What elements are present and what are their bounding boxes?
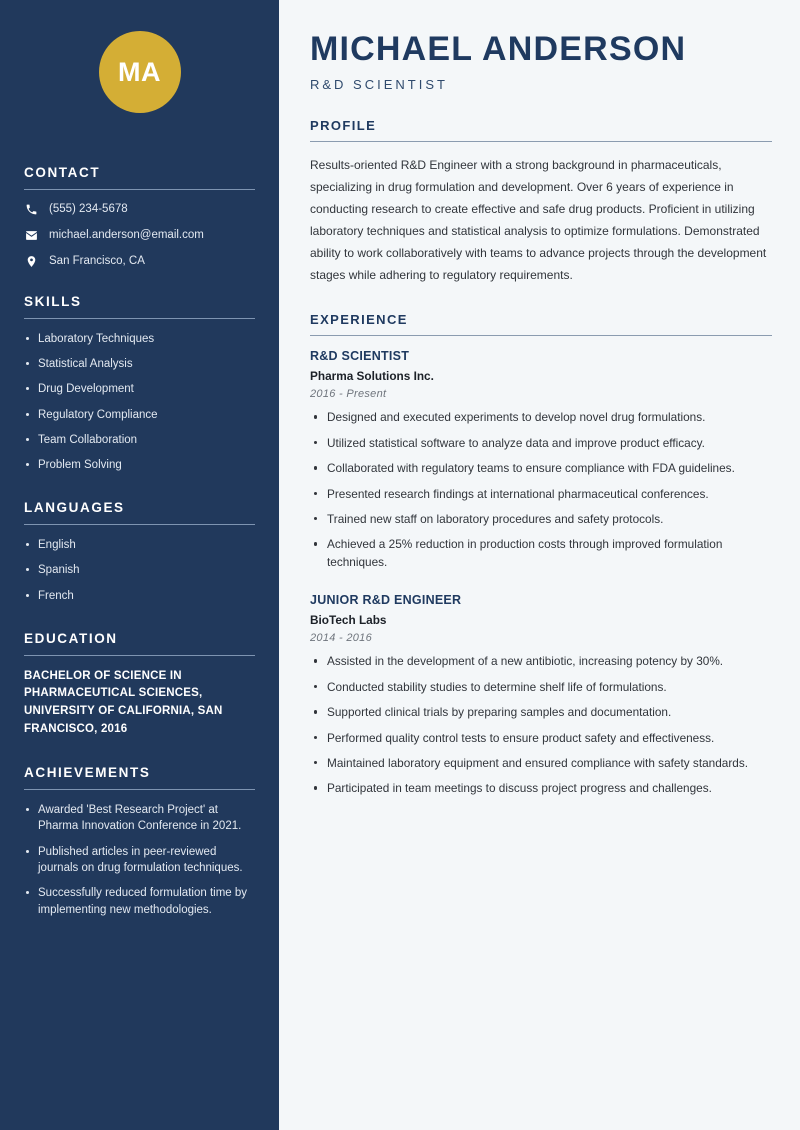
job-title: R&D SCIENTIST	[310, 349, 410, 364]
list-item: Maintained laboratory equipment and ensured compliance with safety standards.	[310, 755, 772, 773]
contact-heading: CONTACT	[24, 165, 101, 180]
list-item: Conducted stability studies to determine shelf life of formulations.	[310, 679, 772, 697]
job-bullet-list	[310, 653, 772, 798]
section-profile	[310, 118, 772, 286]
job-title: JUNIOR R&D ENGINEER	[310, 593, 462, 608]
contact-row-location[interactable]	[24, 254, 255, 268]
sidebar-section-achievements	[24, 765, 255, 919]
education-heading: EDUCATION	[24, 630, 118, 646]
profile-text: Results-oriented R&D Engineer with a strong background in pharmaceuticals, specializing in drug formulation and development. Over 6 years of experience in conducting research to create effective and safe drug products. Proficient in utilizing laboratory techniques and statistical analysis to optimize formulations. Demonstrated ability to work collaboratively with teams to advance projects through the development stages while adhering to regulatory requirements.	[310, 158, 767, 282]
sidebar	[0, 0, 279, 1130]
section-experience	[310, 312, 772, 798]
list-item: Successfully reduced formulation time by implementing new methodologies.	[24, 885, 255, 918]
contact-row-phone[interactable]	[24, 202, 255, 216]
list-item: Collaborated with regulatory teams to ensure compliance with FDA guidelines.	[310, 460, 772, 478]
contact-divider	[24, 189, 255, 190]
avatar: MA	[99, 31, 181, 113]
list-item: English	[24, 537, 255, 554]
experience-heading: EXPERIENCE	[310, 312, 408, 328]
skills-heading: SKILLS	[24, 294, 82, 309]
list-item: Achieved a 25% reduction in production costs through improved formulation techniques.	[310, 536, 772, 572]
sidebar-section-skills	[24, 294, 255, 474]
contact-location-value: San Francisco, CA	[49, 255, 145, 267]
list-item: Published articles in peer-reviewed journals on drug formulation techniques.	[24, 844, 255, 877]
list-item: French	[24, 588, 255, 605]
job-company: BioTech Labs	[310, 613, 387, 628]
education-entry: BACHELOR OF SCIENCE IN PHARMACEUTICAL SCIENCES, UNIVERSITY OF CALIFORNIA, SAN FRANCISCO, 2016	[24, 669, 223, 735]
languages-heading: LANGUAGES	[24, 499, 125, 515]
achievements-list	[24, 802, 255, 919]
sidebar-section-languages	[24, 500, 255, 605]
languages-divider	[24, 524, 255, 525]
experience-job	[310, 593, 772, 798]
sidebar-section-contact	[24, 165, 255, 268]
list-item: Designed and executed experiments to develop novel drug formulations.	[310, 409, 772, 427]
main-content	[279, 0, 800, 1130]
profile-divider	[310, 141, 772, 142]
achievements-heading: ACHIEVEMENTS	[24, 764, 151, 780]
list-item: Utilized statistical software to analyze data and improve product efficacy.	[310, 435, 772, 453]
job-company: Pharma Solutions Inc.	[310, 369, 434, 384]
list-item: Team Collaboration	[24, 432, 255, 449]
list-item: Assisted in the development of a new antibiotic, increasing potency by 30%.	[310, 653, 772, 671]
page-title: MICHAEL ANDERSON	[310, 30, 687, 68]
list-item: Presented research findings at international pharmaceutical conferences.	[310, 486, 772, 504]
languages-list	[24, 537, 255, 605]
list-item: Awarded 'Best Research Project' at Pharma Innovation Conference in 2021.	[24, 802, 255, 835]
list-item: Supported clinical trials by preparing samples and documentation.	[310, 704, 772, 722]
list-item: Trained new staff on laboratory procedures and safety protocols.	[310, 511, 772, 529]
avatar-container	[24, 0, 255, 113]
job-dates: 2014 - 2016	[310, 632, 373, 645]
experience-divider	[310, 335, 772, 336]
contact-row-email[interactable]	[24, 228, 255, 242]
list-item: Participated in team meetings to discuss project progress and challenges.	[310, 780, 772, 798]
profile-heading: PROFILE	[310, 118, 377, 134]
list-item: Spanish	[24, 562, 255, 579]
job-role-subtitle: R&D SCIENTIST	[310, 77, 448, 93]
list-item: Problem Solving	[24, 457, 255, 474]
list-item: Regulatory Compliance	[24, 407, 255, 424]
map-pin-icon	[24, 254, 38, 268]
contact-phone-value: (555) 234-5678	[49, 203, 128, 215]
list-item: Drug Development	[24, 381, 255, 398]
job-bullet-list	[310, 409, 772, 572]
job-dates: 2016 - Present	[310, 388, 387, 401]
achievements-divider	[24, 789, 255, 790]
education-divider	[24, 655, 255, 656]
skills-list	[24, 331, 255, 474]
skills-divider	[24, 318, 255, 319]
list-item: Laboratory Techniques	[24, 331, 255, 348]
sidebar-section-education	[24, 631, 255, 739]
list-item: Statistical Analysis	[24, 356, 255, 373]
phone-icon	[24, 202, 38, 216]
list-item: Performed quality control tests to ensure product safety and effectiveness.	[310, 730, 772, 748]
experience-job	[310, 349, 772, 572]
contact-email-value: michael.anderson@email.com	[49, 229, 204, 241]
envelope-icon	[24, 228, 38, 242]
